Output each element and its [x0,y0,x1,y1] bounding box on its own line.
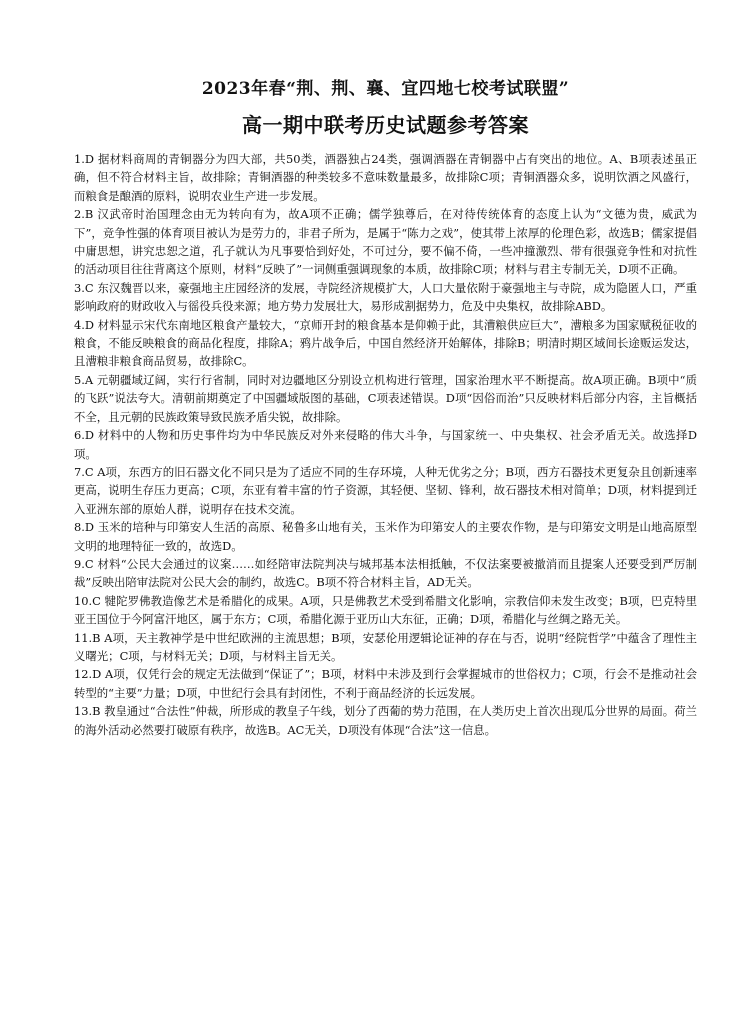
document-subtitle: 高一期中联考历史试题参考答案 [242,113,529,137]
answer-item-12: 12.D A项，仅凭行会的规定无法做到“保证了”；B项，材料中未涉及到行会掌握城市的世俗权力；C项，行会不是推动社会转型的“主要”力量；D项，中世纪行会具有封闭性，不利于商品经济的长远发展。 [74,667,697,700]
answer-item-3: 3.C 东汉魏晋以来，豪强地主庄园经济的发展，寺院经济规模扩大，人口大量依附于豪强地主与寺院，成为隐匿人口，严重影响政府的财政收入与徭役兵役来源；地方势力发展壮大，易形成割据势力，危及中央集权，故排除ABD。 [74,280,697,314]
answer-item-10: 10.C 犍陀罗佛教造像艺术是希腊化的成果。A项，只是佛教艺术受到希腊文化影响，宗教信仰未发生改变；B项，巴克特里亚王国位于今阿富汗地区，属于东方；C项，希腊化源于亚历山大东征，正确；D项，希腊化与丝绸之路无关。 [74,593,697,627]
answer-item-4: 4.D 材料显示宋代东南地区粮食产量较大，“京师开封的粮食基本是仰赖于此，其漕粮供应巨大”，漕粮多为国家赋税征收的粮食，不能反映粮食的商品化程度，排除A；鸦片战争后，中国自然经济开始解体，排除B；明清时期区域间长途贩运发达，且漕粮非粮食商品贸易，故排除C。 [74,317,697,369]
answer-item-1: 1.D 据材料商周的青铜器分为四大部，共50类，酒器独占24类，强调酒器在青铜器中占有突出的地位。A、B项表述虽正确，但不符合材料主旨，故排除；青铜酒器的种类较多不意味数量最多，故排除C项；青铜酒器众多，说明饮酒之风盛行，而粮食是酿酒的原料，说明农业生产进一步发展。 [74,152,697,203]
answer-item-7: 7.C A项，东西方的旧石器文化不同只是为了适应不同的生存环境，人种无优劣之分；B项，西方石器技术更复杂且创新速率更高，说明生存压力更高；C项，东亚有着丰富的竹子资源，其轻便、坚韧、锋利，故石器技术相对简单；D项，材料提到迁入亚洲东部的原始人群，说明存在技术交流。 [74,464,697,516]
document-title: 2023年春“荆、荆、襄、宜四地七校考试联盟” [201,79,570,99]
answer-item-13: 13.B 教皇通过“合法性”仲裁，所形成的教皇子午线，划分了西葡的势力范围，在人类历史上首次出现瓜分世界的局面。荷兰的海外活动必然要打破原有秩序，故选B。AC无关，D项没有体现“合法”这一信息。 [74,704,697,737]
answer-list [74,150,697,739]
answer-item-11: 11.B A项，天主教神学是中世纪欧洲的主流思想；B项，安瑟伦用逻辑论证神的存在与否，说明“经院哲学”中蕴含了理性主义曙光；C项，与材料无关；D项，与材料主旨无关。 [74,630,697,663]
answer-item-2: 2.B 汉武帝时治国理念由无为转向有为，故A项不正确；儒学独尊后，在对待传统体育的态度上认为“文德为贵，威武为下”，竞争性强的体育项目被认为是劳力的，非君子所为，是属于“陈力之戏”，使其带上浓厚的伦理色彩，故选B；儒家提倡中庸思想，讲究忠恕之道，孔子就认为凡事要恰到好处，不可过分，要不偏不倚，一些冲撞激烈、带有很强竞争性和对抗性的活动项目往往背离这个原则，材料“反映了”一词侧重强调现象的本质，故排除C项；材料与君主专制无关，D项不正确。 [74,207,697,277]
answer-item-6: 6.D 材料中的人物和历史事件均为中华民族反对外来侵略的伟大斗争，与国家统一、中央集权、社会矛盾无关。故选择D项。 [74,428,697,461]
answer-item-5: 5.A 元朝疆域辽阔，实行行省制，同时对边疆地区分别设立机构进行管理，国家治理水平不断提高。故A项正确。B项中“质的飞跃”说法夸大。清朝前期奠定了中国疆域版图的基础，C项表述错误。D项“因俗而治”只反映材料后部分内容，主旨概括不全，且元朝的民族政策导致民族矛盾尖锐，故排除。 [74,372,697,424]
answer-item-8: 8.D 玉米的培种与印第安人生活的高原、秘鲁多山地有关，玉米作为印第安人的主要农作物，是与印第安文明是山地高原型文明的地理特征一致的，故选D。 [74,520,697,553]
answer-item-9: 9.C 材料“公民大会通过的议案……如经陪审法院判决与城邦基本法相抵触，不仅法案要被撤消而且提案人还要受到严厉制裁”反映出陪审法院对公民大会的制约，故选C。B项不符合材料主旨，AD无关。 [74,556,697,590]
